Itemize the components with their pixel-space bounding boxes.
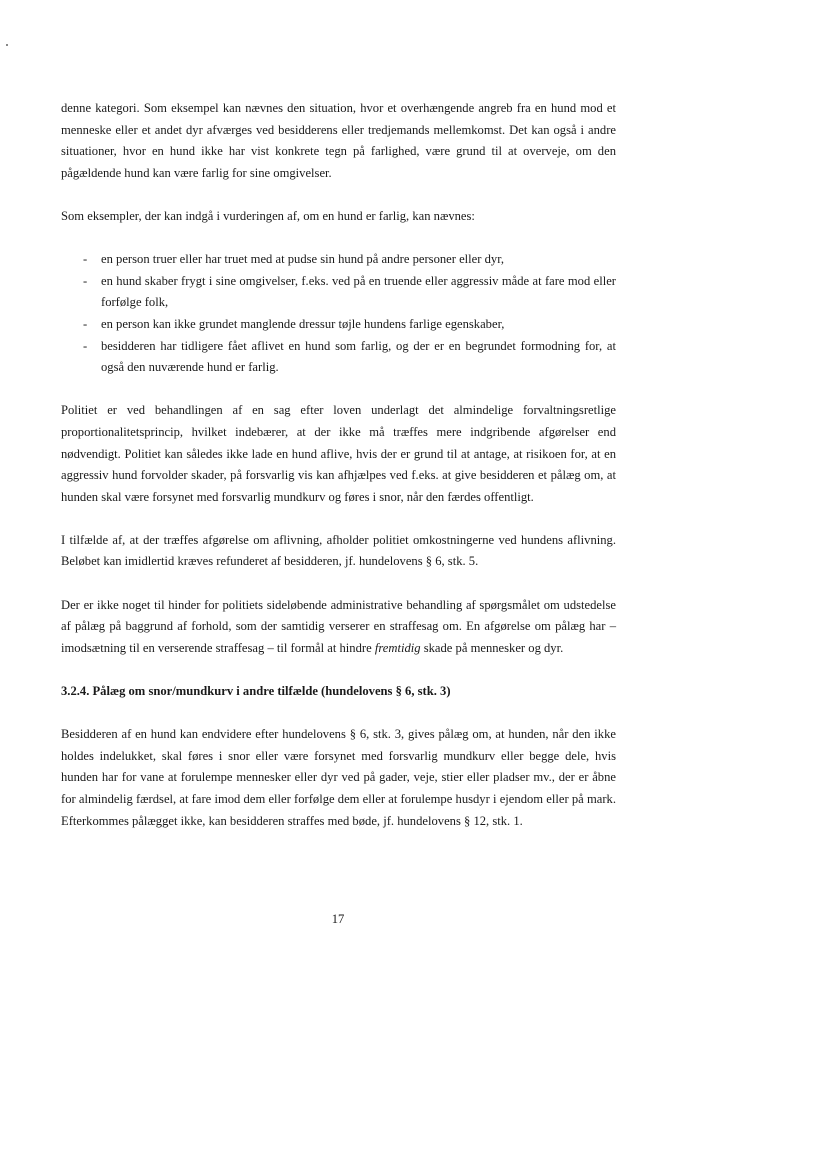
- list-dash: -: [83, 338, 88, 353]
- list-item: - en person kan ikke grundet manglende dressur tøjle hundens farlige egenskaber,: [61, 314, 616, 336]
- list-item: - besidderen har tidligere fået aflivet en hund som farlig, og der er en begrundet formodning for, at også den nuværende hund er farlig.: [61, 336, 616, 379]
- list-dash: -: [83, 316, 88, 331]
- list-dash: -: [83, 273, 88, 288]
- list-dash: -: [83, 252, 88, 267]
- section-heading: 3.2.4. Pålæg om snor/mundkurv i andre tilfælde (hundelovens § 6, stk. 3): [61, 684, 451, 699]
- paragraph-3: Politiet er ved behandlingen af en sag efter loven underlagt det almindelige forvaltningsretlige proportionalitetsprincip, hvilket indebærer, at der ikke må træffes mere indgribende afgørelser end nødvendigt. Politiet kan således ikke lade en hund aflive, hvis der er grund til at antage, at risikoen for, at en aggressiv hund forvolder skader, på forsvarlig vis kan afhjælpes ved f.eks. at give besidderen et pålæg om, at hunden skal være forsynet med forsvarlig mundkurv og føres i snor, når den færdes offentligt.: [61, 403, 616, 504]
- paragraph-6: Besidderen af en hund kan endvidere efter hundelovens § 6, stk. 3, gives pålæg om, at hunden, når den ikke holdes indelukket, skal føres i snor eller være forsynet med forsvarlig mundkurv eller begge dele, hvis hunden har for vane at forulempe mennesker eller dyr ved på gader, veje, stier eller pladser mv., der er åbne for almindelig færdsel, at fare imod dem eller forfølge dem eller at forulempe husdyr i ejendom eller på mark. Efterkommes pålægget ikke, kan besidderen straffes med bøde, jf. hundelovens § 12, stk. 1.: [61, 727, 616, 828]
- body-text: [61, 98, 616, 832]
- example-list: [61, 249, 616, 379]
- emphasis-text: fremtidig: [374, 640, 421, 655]
- page-number: 17: [331, 912, 345, 926]
- paragraph-5: Der er ikke noget til hinder for politiets sideløbende administrative behandling af spørgsmålet om udstedelse af pålæg på baggrund af forhold, som der samtidig verserer en straffesag om. En afgørelse om pålæg har – imodsætning til en verserende straffesag – til formål at hindre fremtidig skade på mennesker og dyr.: [61, 597, 616, 655]
- paragraph-2: Som eksempler, der kan indgå i vurderingen af, om en hund er farlig, kan nævnes:: [61, 208, 475, 223]
- scan-speck: [6, 44, 8, 46]
- list-item: - en person truer eller har truet med at pudse sin hund på andre personer eller dyr,: [61, 249, 616, 271]
- list-item: - en hund skaber frygt i sine omgivelser, f.eks. ved på en truende eller aggressiv måde at fare mod eller forfølge folk,: [61, 271, 616, 314]
- paragraph-4: I tilfælde af, at der træffes afgørelse om aflivning, afholder politiet omkostningerne ved hundens aflivning. Beløbet kan imidlertid kræves refunderet af besidderen, jf. hundelovens § 6, stk. 5.: [61, 532, 616, 569]
- paragraph-1: denne kategori. Som eksempel kan nævnes den situation, hvor et overhængende angreb fra en hund mod et menneske eller et andet dyr afværges ved besidderens eller tredjemands mellemkomst. Det kan også i andre situationer, hvor en hund ikke har vist konkrete tegn på farlighed, være grund til at overveje, om den pågældende hund kan være farlig for sine omgivelser.: [61, 101, 616, 180]
